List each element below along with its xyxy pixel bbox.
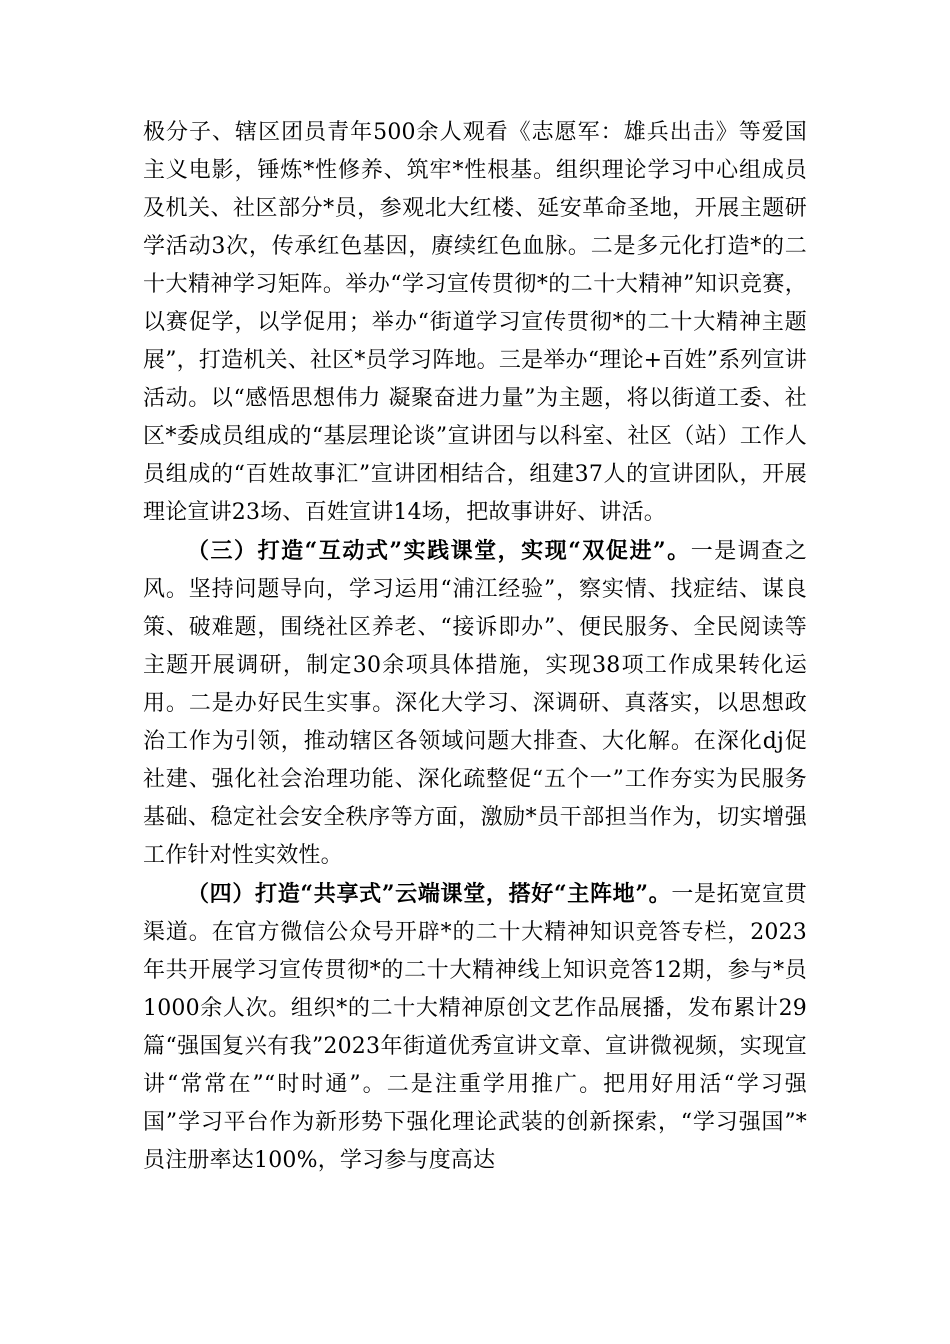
- section-heading-four: （四）打造“共享式”云端课堂，搭好“主阵地”。: [187, 881, 672, 907]
- paragraph-section-three: [143, 532, 807, 875]
- paragraph-section-four: [143, 875, 807, 1180]
- paragraph-text: 极分子、辖区团员青年500余人观看《志愿军：雄兵出击》等爱国主义电影，锤炼*性修养、筑牢*性根基。组织理论学习中心组成员及机关、社区部分*员，参观北大红楼、延安革命圣地，开展主题研学活动3次，传承红色基因，赓续红色血脉。二是多元化打造*的二十大精神学习矩阵。举办“学习宣传贯彻*的二十大精神”知识竞赛，以赛促学，以学促用；举办“街道学习宣传贯彻*的二十大精神主题展”，打造机关、社区*员学习阵地。三是举办“理论+百姓”系列宣讲活动。以“感悟思想伟力 凝聚奋进力量”为主题，将以街道工委、社区*委成员组成的“基层理论谈”宣讲团与以科室、社区（站）工作人员组成的“百姓故事汇”宣讲团相结合，组建37人的宣讲团队，开展理论宣讲23场、百姓宣讲14场，把故事讲好、讲活。: [143, 120, 807, 525]
- paragraph-text: 一是调查之风。坚持问题导向，学习运用“浦江经验”，察实情、找症结、谋良策、破难题，围绕社区养老、“接诉即办”、便民服务、全民阅读等主题开展调研，制定30余项具体措施，实现38项工作成果转化运用。二是办好民生实事。深化大学习、深调研、真落实，以思想政治工作为引领，推动辖区各领域问题大排查、大化解。在深化dj促社建、强化社会治理功能、深化疏整促“五个一”工作夯实为民服务基础、稳定社会安全秩序等方面，激励*员干部担当作为，切实增强工作针对性实效性。: [143, 539, 807, 868]
- paragraph-text: 一是拓宽宣贯渠道。在官方微信公众号开辟*的二十大精神知识竞答专栏，2023年共开展学习宣传贯彻*的二十大精神线上知识竞答12期，参与*员1000余人次。组织*的二十大精神原创文艺作品展播，发布累计29篇“强国复兴有我”2023年街道优秀宣讲文章、宣讲微视频，实现宣讲“常常在”“时时通”。二是注重学用推广。把用好用活“学习强国”学习平台作为新形势下强化理论武装的创新探索，“学习强国”*员注册率达100%，学习参与度高达: [143, 882, 808, 1173]
- document-body: [143, 114, 807, 1180]
- paragraph-continued: [143, 114, 807, 532]
- section-heading-three: （三）打造“互动式”实践课堂，实现“双促进”。: [187, 538, 691, 564]
